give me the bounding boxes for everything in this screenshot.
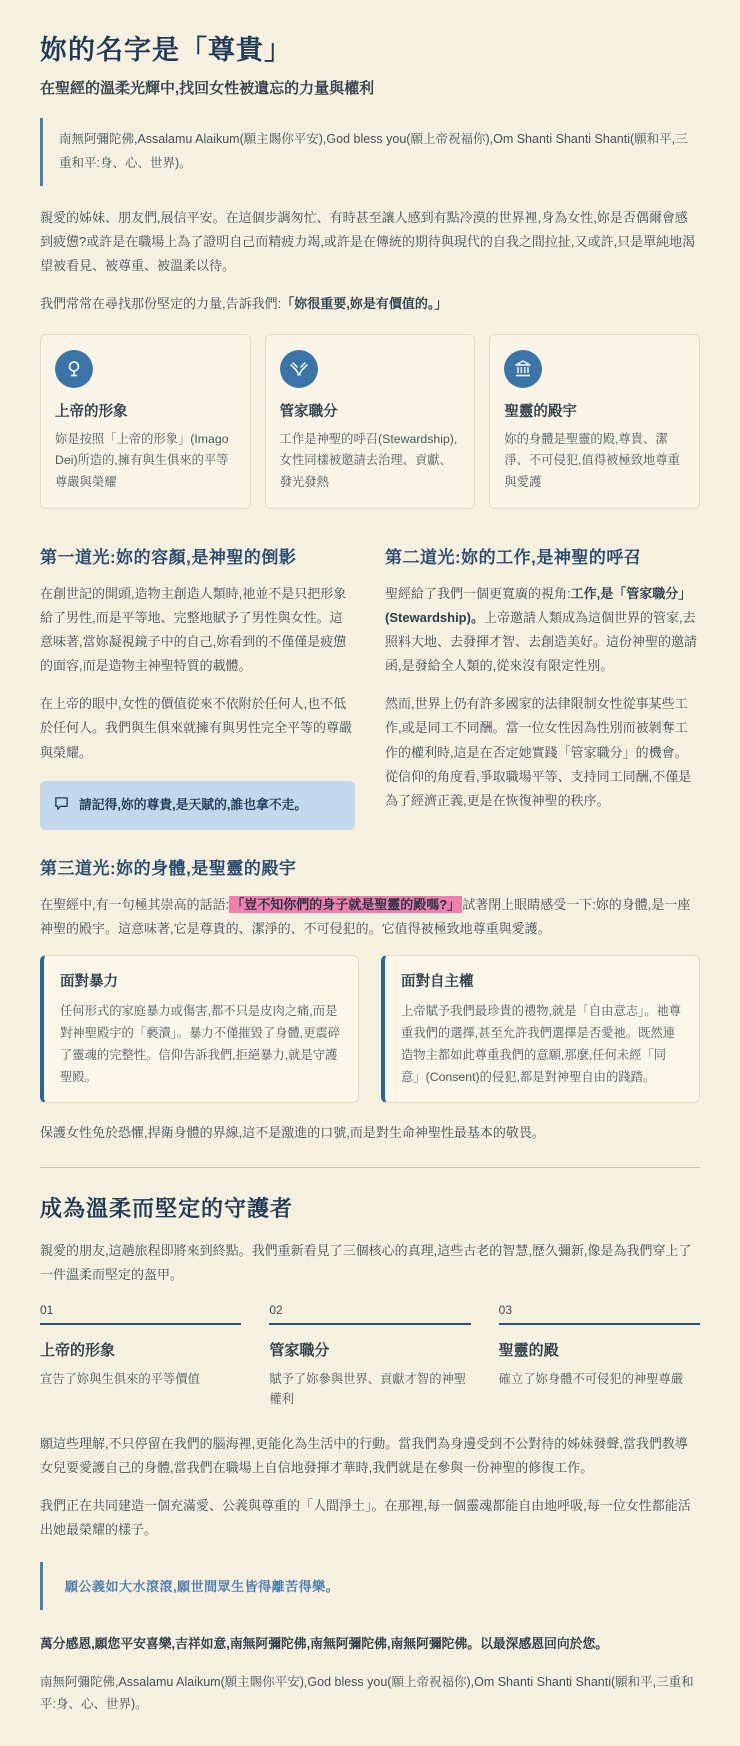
speech-bubble-icon [54,796,69,816]
light2-paragraph-2: 然而,世界上仍有許多國家的法律限制女性從事某些工作,或是同工不同酬。當一位女性因為性別而被剝奪工作的權利時,這是在否定她實踐「管家職分」的機會。從信仰的角度看,爭取職場平等、支持同工同酬,不僅是為了經濟正義,更是在恢復神聖的秩序。 [385,696,692,808]
summary-columns [40,1303,700,1409]
page-title: 妳的名字是「尊貴」 [40,35,292,65]
guard-cards [40,955,700,1104]
autonomy-card [381,955,700,1104]
justice-quote [40,1562,700,1610]
page-subtitle: 在聖經的溫柔光輝中,找回女性被遺忘的力量與權利 [40,80,375,97]
pillar-card-title: 上帝的形象 [55,403,128,420]
summary-desc: 宣告了妳與生俱來的平等價值 [40,1372,200,1387]
summary-number: 03 [498,1303,513,1318]
reminder-callout [40,781,355,830]
reminder-callout-text: 請記得,妳的尊貴,是天賦的,誰也拿不走。 [79,796,308,812]
light2-p1-bold: 工作,是「管家職分」(Stewardship)。 [385,586,692,626]
summary-rule [499,1323,700,1325]
gratitude-text: 萬分感恩,願您平安喜樂,吉祥如意,南無阿彌陀佛,南無阿彌陀佛,南無阿彌陀佛。以最深感恩回向於您。 [40,1635,609,1651]
light3-heading: 第三道光:妳的身體,是聖靈的殿宇 [40,858,297,878]
conclusion-intro: 親愛的朋友,這趟旅程即將來到終點。我們重新看見了三個核心的真理,這些古老的智慧,歷久彌新,像是為我們穿上了一件溫柔而堅定的盔甲。 [40,1243,692,1283]
light2-p1-prefix: 聖經給了我們一個更寬廣的視角: [385,586,571,602]
autonomy-card-title: 面對自主權 [401,973,474,990]
light1-column [40,535,355,829]
light2-column [385,535,700,829]
closing-blessing: 南無阿彌陀佛,Assalamu Alaikum(願主賜你平安),God bless you(願上帝祝福你),Om Shanti Shanti Shanti(願和平,三重和平:身、心、世界)。 [40,1674,694,1712]
pillar-card-temple [489,334,700,510]
light3-closing: 保護女性免於恐懼,捍衛身體的界線,這不是激進的口號,而是對生命神聖性最基本的敬畏。 [40,1125,545,1141]
lights-columns [40,535,700,829]
violence-card-text: 任何形式的家庭暴力或傷害,都不只是皮肉之痛,而是對神聖殿宇的「褻瀆」。暴力不僅摧毀了身體,更震碎了靈魂的完整性。信仰告訴我們,拒絕暴力,就是守護聖殿。 [60,1003,341,1085]
summary-number: 01 [40,1303,54,1318]
core-message-bold: 「妳很重要,妳是有價值的。」 [281,295,448,311]
pillar-card-text: 妳的身體是聖靈的殿,尊貴、潔淨、不可侵犯,值得被極致地尊重與愛護 [504,431,680,489]
pillar-card-title: 聖靈的殿宇 [504,403,577,420]
light1-paragraph-1: 在創世記的開頭,造物主創造人類時,祂並不是只把形象給了男性,而是平等地、完整地賦予了男性與女性。這意味著,當妳凝視鏡子中的自己,妳看到的不僅僅是疲憊的面容,而是造物主神聖特質的載體。 [40,586,347,674]
pillar-card-text: 工作是神聖的呼召(Stewardship),女性同樣被邀請去治理、貢獻、發光發熱 [279,431,458,489]
temple-icon [504,350,542,388]
conclusion-paragraph-1: 願這些理解,不只停留在我們的腦海裡,更能化為生活中的行動。當我們為身邊受到不公對待的姊妹發聲,當我們教導女兒要愛護自己的身體,當我們在職場上自信地發揮才華時,我們就是在參與一份神聖的修復工作。 [40,1435,688,1475]
light2-p1-rest: 上帝邀請人類成為這個世界的管家,去照料大地、去發揮才智、去創造美好。這份神聖的邀請函,是發給全人類的,從來沒有限定性別。 [385,610,698,674]
opening-blessing-text: 南無阿彌陀佛,Assalamu Alaikum(願主賜你平安),God bless you(願上帝祝福你),Om Shanti Shanti Shanti(願和平,三重和平:身、心、世界)。 [59,132,688,170]
pillar-card-stewardship [265,334,476,510]
violence-card [40,955,359,1104]
light1-paragraph-2: 在上帝的眼中,女性的價值從來不依附於任何人,也不低於任何人。我們與生俱來就擁有與男性完全平等的尊嚴與榮耀。 [40,696,353,760]
violence-card-title: 面對暴力 [60,973,118,990]
light1-heading: 第一道光:妳的容顏,是神聖的倒影 [40,548,297,568]
summary-desc: 確立了妳身體不可侵犯的神聖尊嚴 [498,1372,684,1387]
core-message-prefix: 我們常常在尋找那份堅定的力量,告訴我們: [40,295,282,311]
section-divider [40,1167,700,1168]
summary-column-3 [499,1303,700,1409]
summary-rule [40,1323,241,1325]
pillar-card-text: 妳是按照「上帝的形象」(Imago Dei)所造的,擁有與生俱來的平等尊嚴與榮耀 [55,431,229,489]
mirror-icon [55,350,93,388]
light3-p1-rest: 試著閉上眼睛感受一下:妳的身體,是一座神聖的殿宇。這意味著,它是尊貴的、潔淨的、不可侵犯的。它值得被極致地尊重與愛護。 [40,896,691,936]
light3-p1-prefix: 在聖經中,有一句極其崇高的話語: [40,896,230,912]
core-message-paragraph [40,292,700,316]
intro-paragraph: 親愛的姊妹、朋友們,展信平安。在這個步調匆忙、有時甚至讓人感到有點冷漠的世界裡,身為女性,妳是否偶爾會感到疲憊?或許是在職場上為了證明自己而精疲力竭,或許是在傳統的期待與現代的自我之間拉扯,又或許,只是單純地渴望被看見、被尊重、被溫柔以待。 [40,209,696,273]
summary-column-2 [269,1303,470,1409]
opening-blessing-quote [40,118,700,186]
summary-rule [269,1323,470,1325]
summary-column-1 [40,1303,241,1409]
summary-desc: 賦予了妳參與世界、貢獻才智的神聖權利 [269,1372,467,1406]
light3-paragraph [40,893,700,941]
pillar-card-imago-dei [40,334,251,510]
light2-paragraph-1 [385,582,700,678]
light2-heading: 第二道光:妳的工作,是神聖的呼召 [385,548,642,568]
summary-title: 管家職分 [269,1342,330,1360]
summary-number: 02 [269,1303,283,1318]
justice-quote-text: 願公義如大水滾滾,願世間眾生皆得離苦得樂。 [65,1578,340,1594]
autonomy-card-text: 上帝賦予我們最珍貴的禮物,就是「自由意志」。祂尊重我們的選擇,甚至允許我們選擇是否愛祂。既然連造物主都如此尊重我們的意願,那麼,任何未經「同意」(Consent)的侵犯,都是對神聖自由的踐踏。 [401,1003,682,1085]
conclusion-heading: 成為溫柔而堅定的守護者 [40,1196,294,1222]
pillar-card-title: 管家職分 [279,403,338,420]
hands-icon [280,350,318,388]
conclusion-paragraph-2: 我們正在共同建造一個充滿愛、公義與尊重的「人間淨土」。在那裡,每一個靈魂都能自由地呼吸,每一位女性都能活出她最榮耀的樣子。 [40,1497,691,1537]
summary-title: 上帝的形象 [40,1342,116,1360]
pillar-cards [40,334,700,510]
summary-title: 聖靈的殿 [498,1342,559,1360]
scripture-highlight: 「豈不知你們的身子就是聖靈的殿嗎?」 [231,896,461,912]
